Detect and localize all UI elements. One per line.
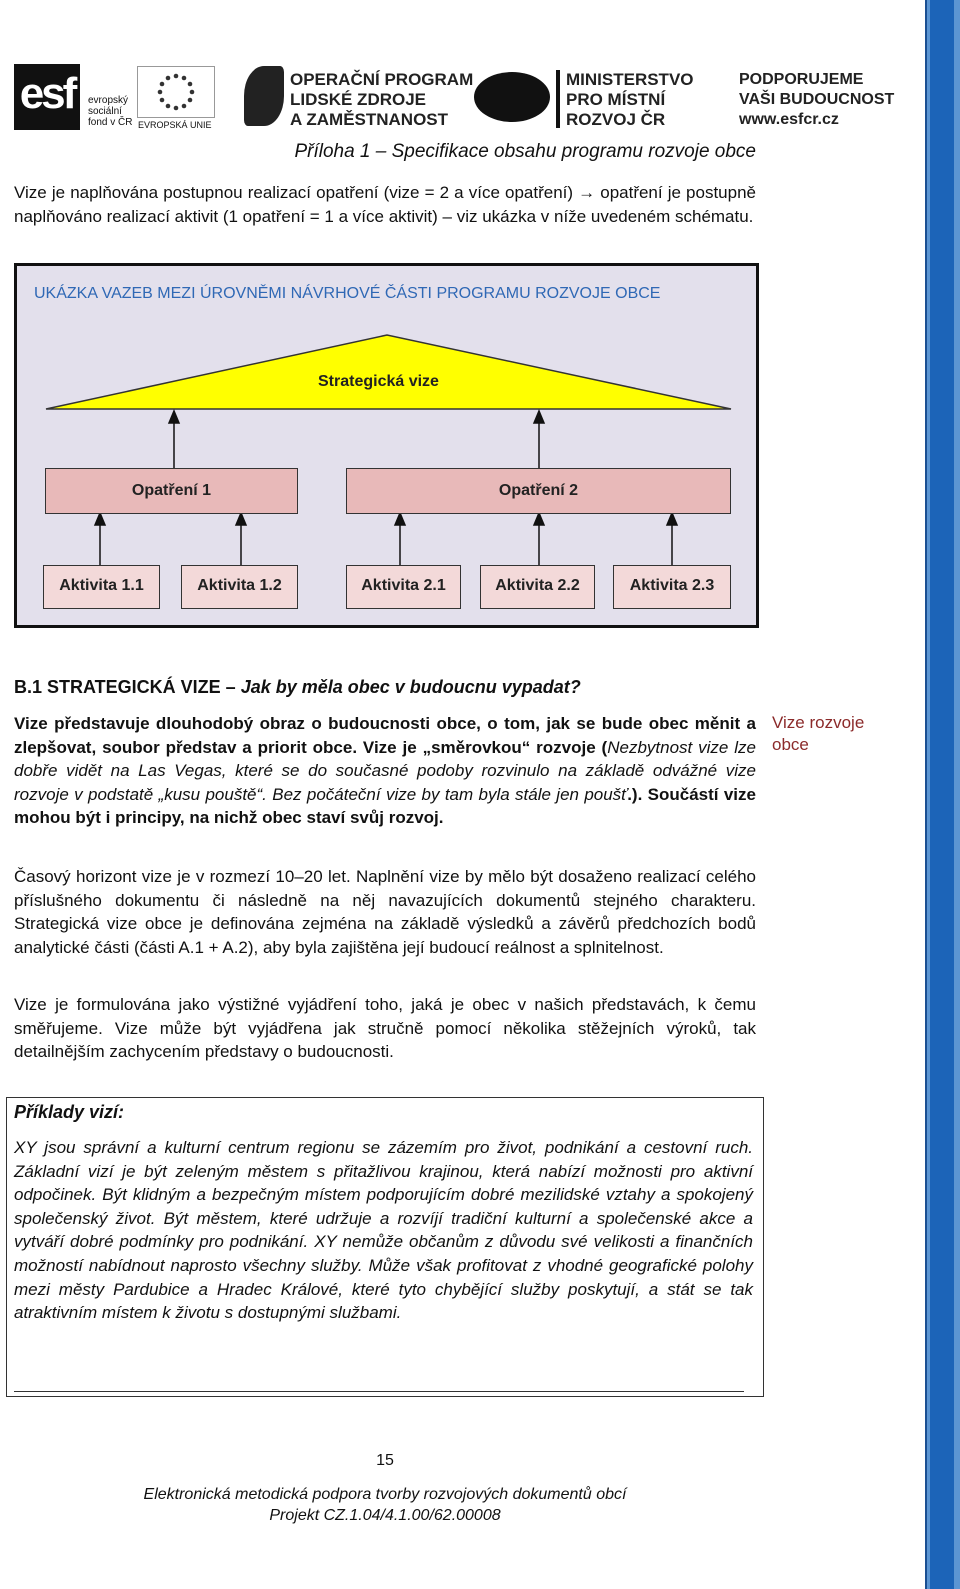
arrow-head	[534, 513, 544, 525]
page-edge-stripe-dark	[930, 0, 954, 1589]
eu-caption: EVROPSKÁ UNIE	[138, 120, 212, 130]
activity-box: Aktivita 1.1	[43, 565, 160, 609]
arrow-head	[95, 513, 105, 525]
activity-box: Aktivita 2.2	[480, 565, 595, 609]
mmr-logo-icon	[474, 72, 550, 122]
esf-caption: evropský sociální fond v ČR	[88, 95, 133, 128]
footer: Elektronická metodická podpora tvorby rozvojových dokumentů obcí Projekt CZ.1.04/4.1.00/62.00008	[143, 1486, 627, 1524]
examples-text: XY jsou správní a kulturní centrum regionu se zázemím pro život, podnikání a cestovní ruch. Základní vizí je být zeleným městem s přitažlivou krajinou, která nabízí možnosti pro aktivní odpočinek. Být klidným a bezpečným místem podporujícím dobré mezilidské vztahy a spokojený společenský život. Být městem, které udržuje a rozvíjí tradiční kulturní a společenské akce a vytváří dobré podmínky pro podnikání. XY nemůže občanům z důvodu své velikosti a finančních možností nabídnout naprosto všechny služby. Může však profitovat z vhodné geografické polohy mezi městy Pardubice a Hradec Králové, které tyto chybějící služby poskytují, a stát se tak atraktivním místem k životu s dostupnými službami.	[14, 1138, 753, 1323]
vision-triangle	[46, 335, 731, 409]
section-heading: B.1 STRATEGICKÁ VIZE – Jak by měla obec v budoucnu vypadat?	[14, 677, 581, 697]
horizon-paragraph: Časový horizont vize je v rozmezí 10–20 let. Naplnění vize by mělo být dosaženo realizací celého příslušného dokumentu či následně na něj navazujících dokumentů stejného charakteru. Strategická vize obce je definována zejména na základě výsledků a závěrů předchozích bodů analytické části (části A.1 + A.2), aby byla zajištěna její budoucí reálnost a splnitelnost.	[14, 867, 756, 957]
activity-box: Aktivita 2.3	[613, 565, 731, 609]
vision-paragraph: Vize představuje dlouhodobý obraz o budoucnosti obce, o tom, jak se bude obec měnit a zlepšovat, soubor představ a priorit obce. Vize je „směrovkou“ rozvoje (Nezbytnost vize lze dobře vidět na Las Vegas, které se do současné podoby rozvinulo na základě odvážné vize rozvoje v podstatě „kusu pouště“. Bez počáteční vize by tam byla stále jen poušť.). Součástí vize mohou být i principy, na nichž obec staví svůj rozvoj.	[14, 714, 756, 827]
arrow-head	[236, 513, 246, 525]
examples-rule	[14, 1391, 744, 1392]
page-edge-line	[925, 0, 927, 1589]
measure-box-1: Opatření 1	[45, 468, 298, 514]
eu-flag-icon	[137, 66, 215, 118]
activity-box: Aktivita 1.2	[181, 565, 298, 609]
arrow-head	[395, 513, 405, 525]
examples-heading: Příklady vizí:	[14, 1102, 125, 1122]
mmr-divider	[556, 70, 560, 128]
op-lzz-logo-icon	[244, 66, 284, 126]
vision-label: Strategická vize	[318, 373, 439, 390]
measure-box-2: Opatření 2	[346, 468, 731, 514]
page-number: 15	[376, 1452, 394, 1469]
mmr-text: MINISTERSTVO PRO MÍSTNÍ ROZVOJ ČR	[566, 70, 694, 129]
arrow-head	[169, 411, 179, 423]
activity-box: Aktivita 2.1	[346, 565, 461, 609]
arrow-head	[534, 411, 544, 423]
intro-paragraph: Vize je naplňována postupnou realizací opatření (vize = 2 a více opatření) → opatření je postupně naplňováno realizací aktivit (1 opatření = 1 a více aktivit) – viz ukázka v níže uvedeném schématu.	[14, 183, 756, 226]
support-text: PODPORUJEME VAŠI BUDOUCNOST www.esfcr.cz	[739, 71, 895, 128]
diagram-title: UKÁZKA VAZEB MEZI ÚROVNĚMI NÁVRHOVÉ ČÁSTI PROGRAMU ROZVOJE OBCE	[34, 285, 661, 302]
margin-note: Vize rozvoje obce	[772, 713, 865, 754]
arrow-head	[667, 513, 677, 525]
formulation-paragraph: Vize je formulována jako výstižné vyjádření toho, jaká je obec v našich představách, k čemu směřujeme. Vize může být vyjádřena jak stručně pomocí několika stěžejních výroků, tak detailnějším zachycením představy o budoucnosti.	[14, 995, 756, 1061]
op-lzz-text: OPERAČNÍ PROGRAM LIDSKÉ ZDROJE A ZAMĚSTNANOST	[290, 70, 474, 129]
annex-title: Příloha 1 – Specifikace obsahu programu rozvoje obce	[294, 141, 756, 162]
esf-logo: esf	[14, 64, 80, 130]
